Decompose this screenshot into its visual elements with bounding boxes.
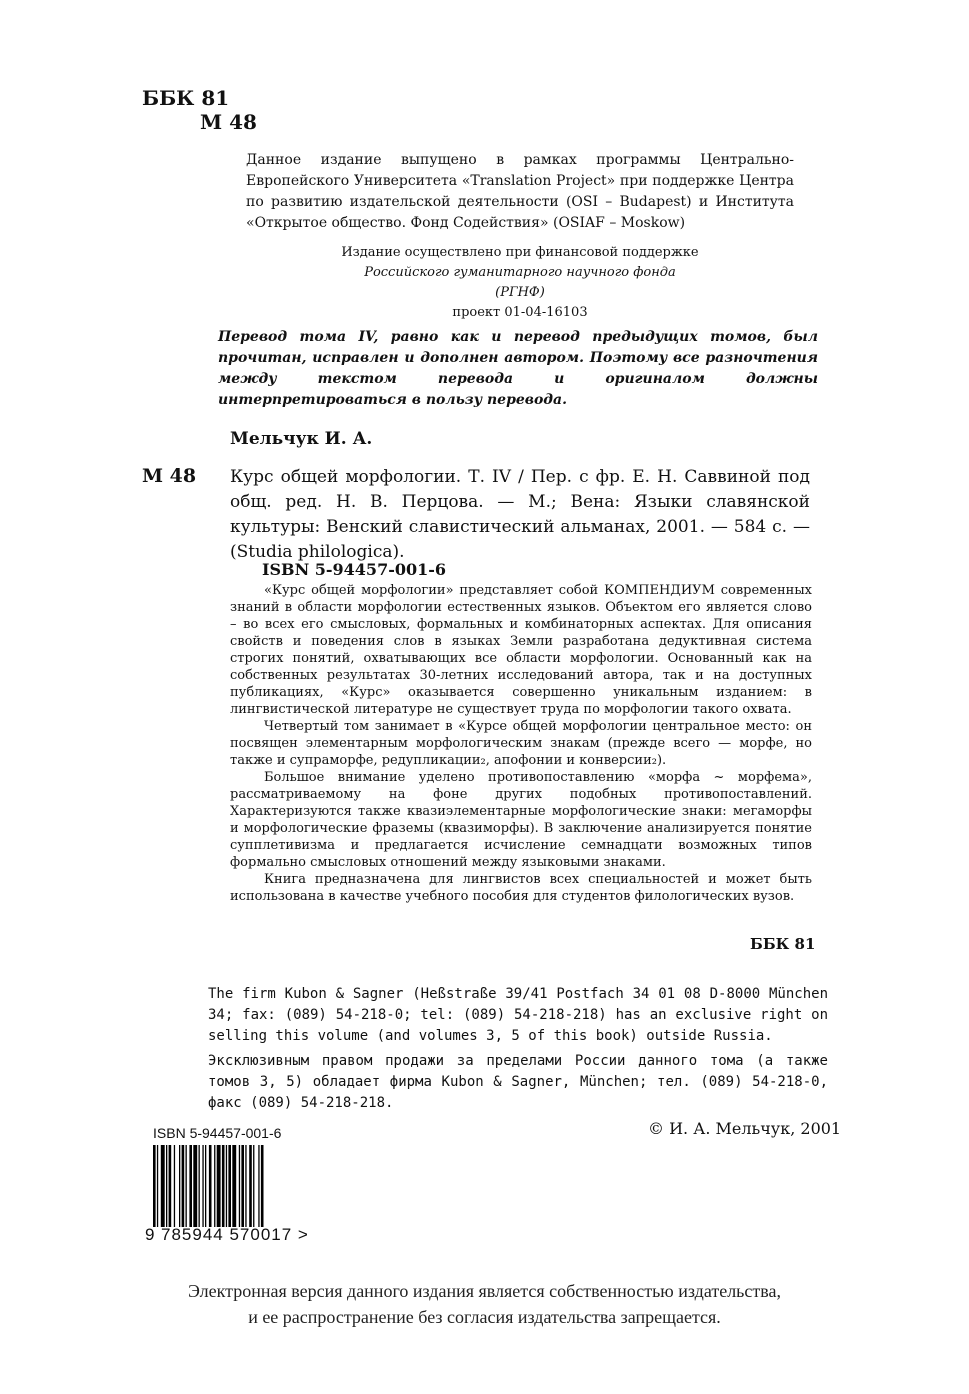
- barcode-bar: [182, 1145, 185, 1227]
- barcode-bar: [202, 1145, 203, 1227]
- funding-note: [244, 243, 796, 323]
- barcode-bar: [239, 1145, 240, 1227]
- barcode-bar: [179, 1145, 180, 1227]
- publication-program-note: Данное издание выпущено в рамках программы Центрально-Европейского Университета «Translation Project» при поддержке Центра по развитию издательской деятельности (OSI – Budapest) и Института «Открытое общество. Фонд Содействия» (OSIAF – Moskow): [246, 152, 794, 231]
- barcode-bar: [232, 1145, 236, 1227]
- barcode-bar: [169, 1145, 172, 1227]
- barcode-first-digit: 9: [145, 1225, 155, 1244]
- barcode-bar: [205, 1145, 206, 1227]
- isbn-barcode: [145, 1125, 325, 1247]
- barcode-bar: [199, 1145, 200, 1227]
- barcode-bar: [186, 1145, 187, 1227]
- barcode-bar: [189, 1145, 192, 1227]
- abstract-paragraph: «Курс общей морфологии» представляет собой КОМПЕНДИУМ современных знаний в области морфологии естественных языков. Объектом его является слово – во всех его смысловых, формальных и комбинаторных аспектах. Для описания свойств и поведения слов в языках Земли разработана дедуктивная система строгих понятий, охватывающих все области морфологии. Основанный как на собственных результатах 30-летних исследований автора, так и на доступных публикациях, «Курс» оказывается совершенно уникальным изданием: в лингвистической литературе не существует труда по морфологии такого охвата.: [230, 583, 812, 717]
- barcode-bar: [161, 1145, 165, 1227]
- barcode-digits: 785944 570017 >: [161, 1225, 309, 1244]
- barcode-bar: [174, 1145, 175, 1227]
- barcode-bar: [153, 1145, 156, 1227]
- bibliographic-record: Курс общей морфологии. Т. IV / Пер. с фр. Е. Н. Саввиной под общ. ред. Н. В. Перцова. — М.; Вена: Языки славянской культуры: Венский славистический альманах, 2001. — 584 с. — (Studia philologica).: [230, 467, 810, 562]
- barcode-bars: [153, 1145, 305, 1227]
- barcode-bar: [166, 1145, 167, 1227]
- author-mark: М 48: [200, 110, 257, 134]
- barcode-bar: [258, 1145, 259, 1227]
- funding-project: проект 01-04-16103: [452, 305, 588, 320]
- bbk-footer-code: ББК 81: [750, 935, 816, 953]
- barcode-bar: [217, 1145, 221, 1227]
- barcode-bar: [226, 1145, 227, 1227]
- translation-note: Перевод тома IV, равно как и перевод предыдущих томов, был прочитан, исправлен и дополнен автором. Поэтому все разночтения между текстом перевода и оригиналом должны интерпретироваться в пользу перевода.: [218, 329, 818, 408]
- distribution-notice-english: The firm Kubon & Sagner (Heßstraße 39/41 Postfach 34 01 08 D-8000 München 34; fax: (089) 54-218-0; tel: (089) 54-218-218) has an exclusive right on selling this volume (and volumes 3, 5 of this book) outside Russia.: [208, 986, 828, 1044]
- barcode-isbn-text: ISBN 5-94457-001-6: [153, 1125, 282, 1141]
- funding-line-2: Российского гуманитарного научного фонда: [364, 265, 676, 280]
- funding-line-3: (РГНФ): [495, 285, 545, 300]
- barcode-bar: [241, 1145, 244, 1227]
- abstract-paragraph: Большое внимание уделено противопоставлению «морфа ~ морфема», рассматриваемому на фоне других подобных противопоставлений. Характеризуются также квазиэлементарные морфологические знаки: мегаморфы и морфологические фраземы (квазиморфы). В заключение анализируется понятие супплетивизма и предлагается исчисление семнадцати возможных типов формально смысловых отношений между языковыми знаками.: [230, 770, 812, 870]
- distribution-notice: [208, 984, 828, 1118]
- copyright: © И. А. Мельчук, 2001: [648, 1119, 842, 1138]
- distribution-notice-russian: Эксклюзивным правом продажи за пределами России данного тома (а также томов 3, 5) обладает фирма Kubon & Sagner, München; тел. (089) 54-218-0, факс (089) 54-218-218.: [208, 1053, 828, 1111]
- footer-line-1: Электронная версия данного издания является собственностью издательства,: [188, 1281, 781, 1301]
- funding-line-1: Издание осуществлено при финансовой поддержке: [341, 245, 699, 260]
- abstract: [230, 582, 812, 905]
- barcode-bar: [228, 1145, 231, 1227]
- barcode-bar: [245, 1145, 246, 1227]
- author-name: Мельчук И. А.: [230, 429, 373, 449]
- barcode-bar: [157, 1145, 158, 1227]
- bbk-code: ББК 81: [142, 86, 230, 110]
- isbn: ISBN 5-94457-001-6: [262, 560, 447, 579]
- barcode-bar: [209, 1145, 212, 1227]
- footer-line-2: и ее распространение без согласия издательства запрещается.: [248, 1307, 721, 1327]
- barcode-bar: [222, 1145, 225, 1227]
- abstract-paragraph: Книга предназначена для лингвистов всех специальностей и может быть использована в качестве учебного пособия для студентов филологических вузов.: [230, 872, 812, 904]
- author-code: М 48: [142, 465, 197, 487]
- barcode-bar: [214, 1145, 215, 1227]
- barcode-bar: [253, 1145, 254, 1227]
- electronic-version-notice: [0, 1278, 969, 1330]
- barcode-bar: [193, 1145, 197, 1227]
- abstract-paragraph: Четвертый том занимает в «Курсе общей морфологии центральное место: он посвящен элементарным морфологическим знакам (прежде всего — морфе, но также и супраморфе, редупликации₂, апофонии и конверсии₂).: [230, 719, 812, 768]
- barcode-bar: [249, 1145, 252, 1227]
- barcode-bar: [261, 1145, 264, 1227]
